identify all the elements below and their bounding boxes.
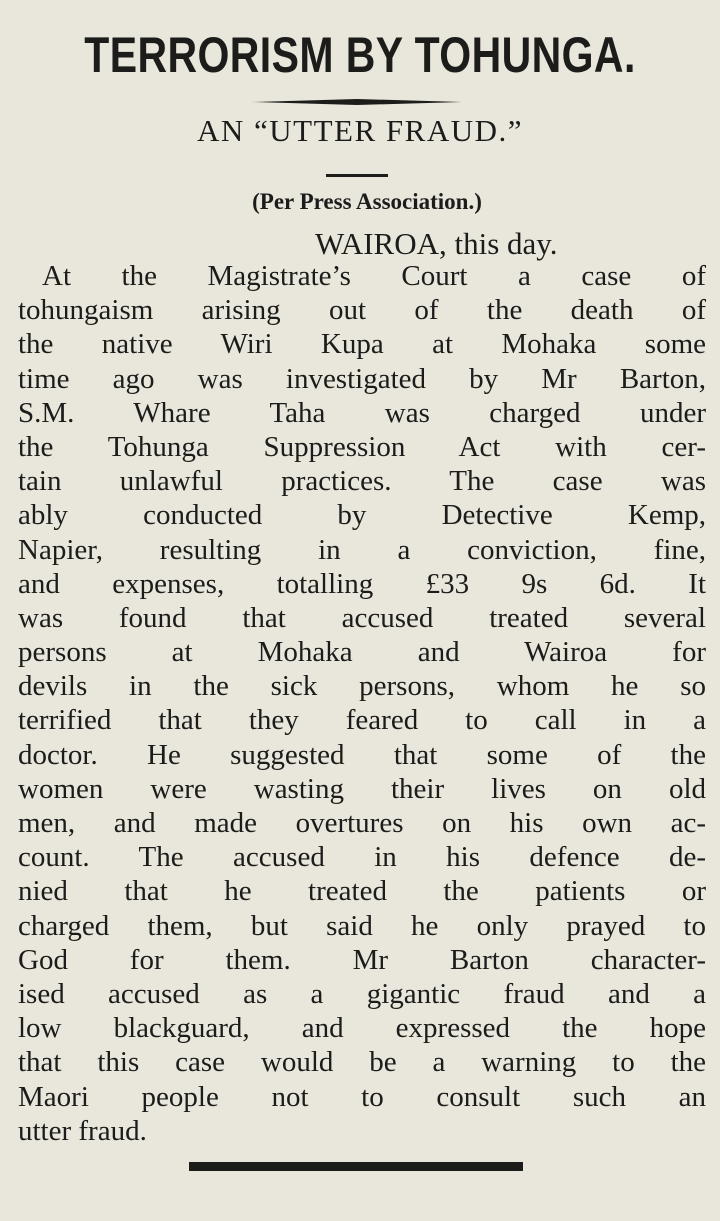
body-line: persons at Mohaka and Wairoa for	[18, 636, 706, 669]
article-body	[18, 259, 706, 1148]
body-line: that this case would be a warning to the	[18, 1046, 706, 1079]
body-line: tohungaism arising out of the death of	[18, 294, 706, 327]
byline: (Per Press Association.)	[252, 189, 482, 214]
body-line: S.M. Whare Taha was charged under	[18, 396, 706, 429]
body-line: the Tohunga Suppression Act with cer-	[18, 430, 706, 463]
body-line: count. The accused in his defence de-	[18, 841, 706, 874]
body-line: tain unlawful practices. The case was	[18, 465, 706, 498]
closing-rule	[189, 1162, 523, 1171]
dateline: WAIROA, this day.	[315, 226, 558, 261]
body-line: was found that accused treated several	[18, 601, 706, 634]
body-line-last: utter fraud.	[18, 1114, 147, 1147]
body-line: men, and made overtures on his own ac-	[18, 807, 706, 839]
body-line: ised accused as a gigantic fraud and a	[18, 977, 706, 1010]
body-line: devils in the sick persons, whom he so	[18, 670, 706, 703]
body-line: nied that he treated the patients or	[18, 875, 706, 908]
body-line: doctor. He suggested that some of the	[18, 738, 706, 771]
body-line: God for them. Mr Barton character-	[18, 943, 706, 976]
body-line: the native Wiri Kupa at Mohaka some	[18, 328, 706, 361]
body-line: At the Magistrate’s Court a case of	[42, 260, 706, 292]
body-line: women were wasting their lives on old	[18, 772, 706, 805]
body-line: Maori people not to consult such an	[18, 1080, 706, 1113]
body-line: time ago was investigated by Mr Barton,	[18, 362, 706, 395]
body-line: low blackguard, and expressed the hope	[18, 1012, 706, 1045]
body-line: charged them, but said he only prayed to	[18, 909, 706, 942]
body-line: ably conducted by Detective Kemp,	[18, 499, 706, 532]
separator-rule	[326, 174, 388, 177]
headline: TERRORISM BY TOHUNGA.	[84, 27, 636, 83]
subheadline: AN “UTTER FRAUD.”	[197, 113, 523, 148]
body-line: and expenses, totalling £33 9s 6d. It	[18, 567, 706, 600]
decorative-rule	[252, 99, 462, 105]
body-line: terrified that they feared to call in a	[18, 704, 706, 737]
body-line: Napier, resulting in a conviction, fine,	[18, 533, 706, 566]
